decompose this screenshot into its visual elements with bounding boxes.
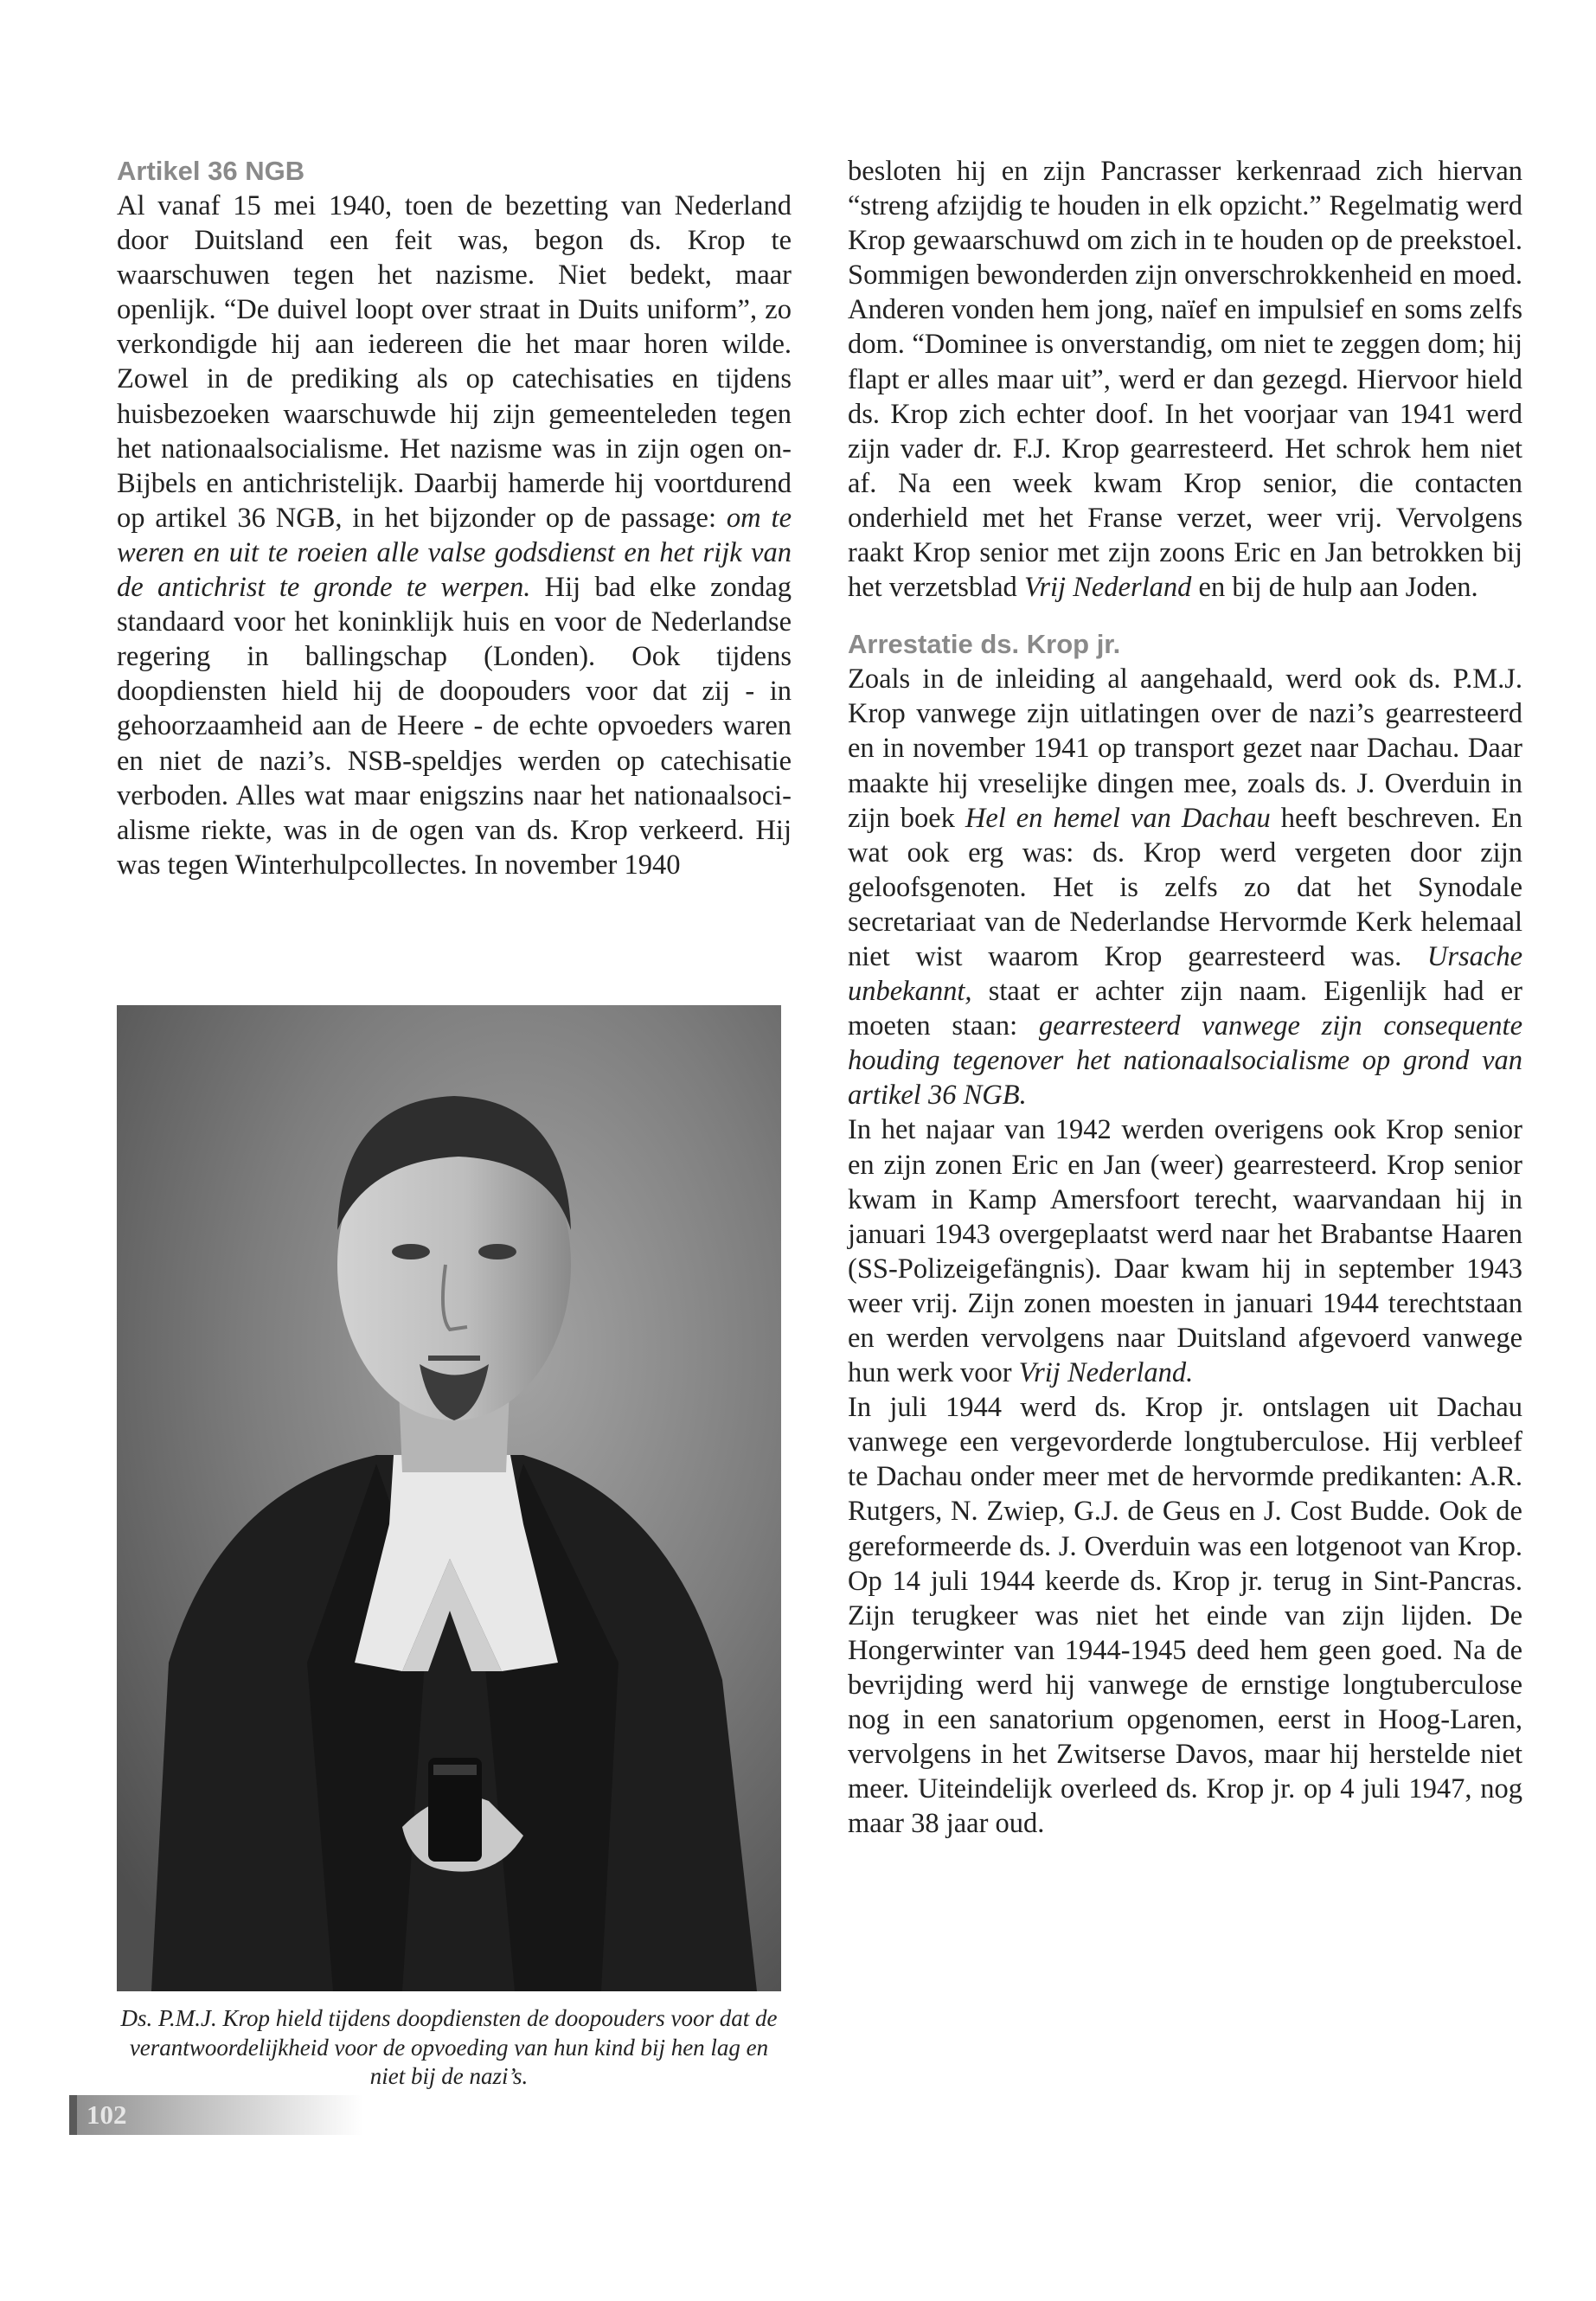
paragraph <box>117 189 792 882</box>
section-heading-arrestatie: Arrestatie ds. Krop jr. <box>848 629 1121 660</box>
page-number-bar <box>69 2095 77 2135</box>
quote-text: om te weren en uit te roeien alle valse godsdienst en het rijk van de antichrist te gronde te werpen. <box>117 502 792 604</box>
paragraph <box>848 154 1522 605</box>
portrait-illustration <box>117 1005 781 1991</box>
paragraph <box>848 662 1522 1112</box>
text-run: heeft beschreven. En wat ook erg was: ds. Krop werd vergeten door zijn geloofsgenoten. Het is zelfs zo dat het Synodale secretariaat van de Nederlandse Hervormde Kerk helemaal niet wist waarom Krop gearresteerd was. <box>848 802 1522 972</box>
emphasis-text: Vrij Nederland <box>1023 572 1192 604</box>
text-run: Al vanaf 15 mei 1940, toen de bezetting van Nederland door Duitsland een feit was, begon ds. Krop te waarschuwen tegen het nazisme. Niet bedekt, maar openlijk. “De duivel loopt over straat in Duits uniform”, zo verkondigde hij aan iedereen die het maar horen wilde. Zowel in de prediking als op catechisaties en tijdens huisbezoeken waarschuwde hij zijn gemeenteleden tegen het nationaalsocialisme. Het nazisme was in zijn ogen on-Bijbels en antichristelijk. Daarbij hamerde hij voortdurend op artikel 36 NGB, in het bijzonder op de passage: <box>117 190 792 534</box>
text-run: Zoals in de inleiding al aangehaald, werd ook ds. P.M.J. Krop vanwege zijn uitlatingen over de nazi’s gearresteerd en in november 1941 op transport gezet naar Dachau. Daar maakte hij vreselijke dingen mee, zoals ds. J. Overduin in zijn boek <box>848 663 1522 834</box>
page-number: 102 <box>87 2099 127 2130</box>
paragraph <box>848 1112 1522 1390</box>
paragraph: In juli 1944 werd ds. Krop jr. ontslagen uit Dachau vanwege een vergevorderde longtuberculose. Hij verbleef te Dachau onder meer met de hervormde predikanten: A.R. Rutgers, N. Zwiep, G.J. de Geus en J. Cost Budde. Ook de gereformeerde ds. J. Overduin was een lotgenoot van Krop. Op 14 juli 1944 keerde ds. Krop jr. terug in Sint-Pancras. Zijn terugkeer was niet het einde van zijn lijden. De Hongerwinter van 1944-1945 deed hem geen goed. Na de bevrijding werd hij vanwege de ernstige longtuberculose nog in een sanatorium opgenomen, eerst in Hoog-Laren, vervolgens in het Zwitserse Davos, maar hij herstelde niet meer. Uiteindelijk overleed ds. Krop jr. op 4 juli 1947, nog maar 38 jaar oud. <box>848 1392 1522 1840</box>
section-heading-artikel-36: Artikel 36 NGB <box>117 156 305 186</box>
left-column <box>117 154 792 882</box>
emphasis-text: Ursache unbekannt, <box>848 940 1522 1008</box>
photo-caption: Ds. P.M.J. Krop hield tijdens doopdiensten de doopouders voor dat de verantwoordelijkheid voor de opvoeding van hun kind bij hen lag en niet bij de nazi’s. <box>120 2005 778 2089</box>
text-run: staat er achter zijn naam. Eigenlijk had er moeten staan: <box>848 976 1522 1042</box>
emphasis-text: Vrij Nederland. <box>1018 1357 1194 1389</box>
portrait-photo <box>117 1005 781 1991</box>
right-column <box>848 154 1522 1841</box>
text-run: Hij bad elke zondag standaard voor het koninklijk huis en voor de Nederlandse regering in ballingschap (Londen). Ook tijdens doopdiensten hield hij de doopouders voor dat zij - in gehoorzaamheid aan de Heere - de echte opvoeders waren en niet de nazi’s. NSB-speldjes werden op catechisatie verboden. Alles wat maar enigszins naar het nationaalsocialisme riekte, was in de ogen van ds. Krop verkeerd. Hij was tegen Winterhulpcollectes. In november 1940 <box>117 572 792 881</box>
text-run: In het najaar van 1942 werden overigens ook Krop senior en zijn zonen Eric en Jan (weer) gearresteerd. Krop senior kwam in Kamp Amersfoort terecht, waarvandaan hij in januari 1943 overgeplaatst werd naar het Brabantse Haaren (SS-Polizeigefängnis). Daar kwam hij in september 1943 weer vrij. Zijn zonen moesten in januari 1944 terechtstaan en werden vervolgens naar Duitsland afgevoerd vanwege hun werk voor <box>848 1114 1522 1389</box>
text-run: besloten hij en zijn Pancrasser kerkenraad zich hiervan “streng afzijdig te houden in elk opzicht.” Regelmatig werd Krop gewaarschuwd om zich in te houden op de preekstoel. Sommigen bewonderden zijn onverschrokkenheid en moed. Anderen vonden hem jong, naïef en impulsief en soms zelfs dom. “Dominee is onverstandig, om niet te zeggen dom; hij flapt er alles maar uit”, werd er dan gezegd. Hiervoor hield ds. Krop zich echter doof. In het voorjaar van 1941 werd zijn vader dr. F.J. Krop gearresteerd. Het schrok hem niet af. Na een week kwam Krop senior, die contacten onderhield met het Franse verzet, weer vrij. Vervolgens raakt Krop senior met zijn zoons Eric en Jan betrokken bij het verzetsblad <box>848 156 1522 604</box>
book-title: Hel en hemel van Dachau <box>965 802 1271 834</box>
emphasis-text: gearresteerd vanwege zijn consequente houding tegenover het nationaalsocialisme op grond van artikel 36 NGB. <box>848 1010 1522 1112</box>
text-run: en bij de hulp aan Joden. <box>1191 572 1478 604</box>
